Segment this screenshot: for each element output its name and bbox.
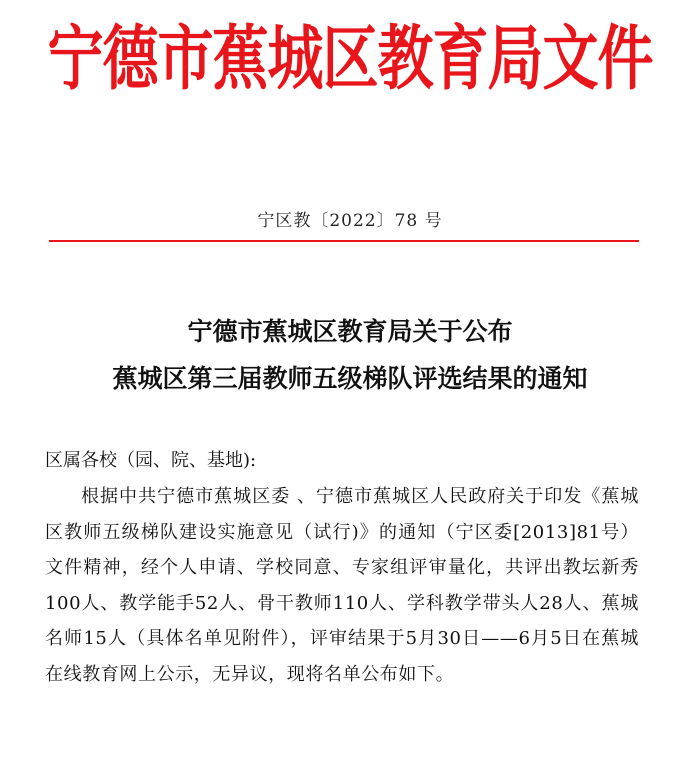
notice-title-line-2: 蕉城区第三届教师五级梯队评选结果的通知: [112, 364, 588, 393]
notice-title-line-1: 宁德市蕉城区教育局关于公布: [187, 317, 513, 346]
document-number: 宁区教〔2022〕78 号: [257, 211, 443, 231]
red-divider-line: [49, 240, 639, 242]
document-header-title: 宁德市蕉城区教育局文件: [47, 18, 653, 100]
salutation: 区属各校（园、院、基地):: [45, 450, 257, 471]
body-paragraph: 根据中共宁德市蕉城区委 、宁德市蕉城区人民政府关于印发《蕉城区教师五级梯队建设实施意见（试行)》的通知（宁区委[2013]81号）文件精神，经个人申请、学校同意、专家组评审量化，共评出教坛新秀100人、教学能手52人、骨干教师110人、学科教学带头人28人、蕉城名师15人（具体名单见附件），评审结果于5月30日——6月5日在蕉城在线教育网上公示，无异议，现将名单公布如下。: [45, 486, 639, 685]
